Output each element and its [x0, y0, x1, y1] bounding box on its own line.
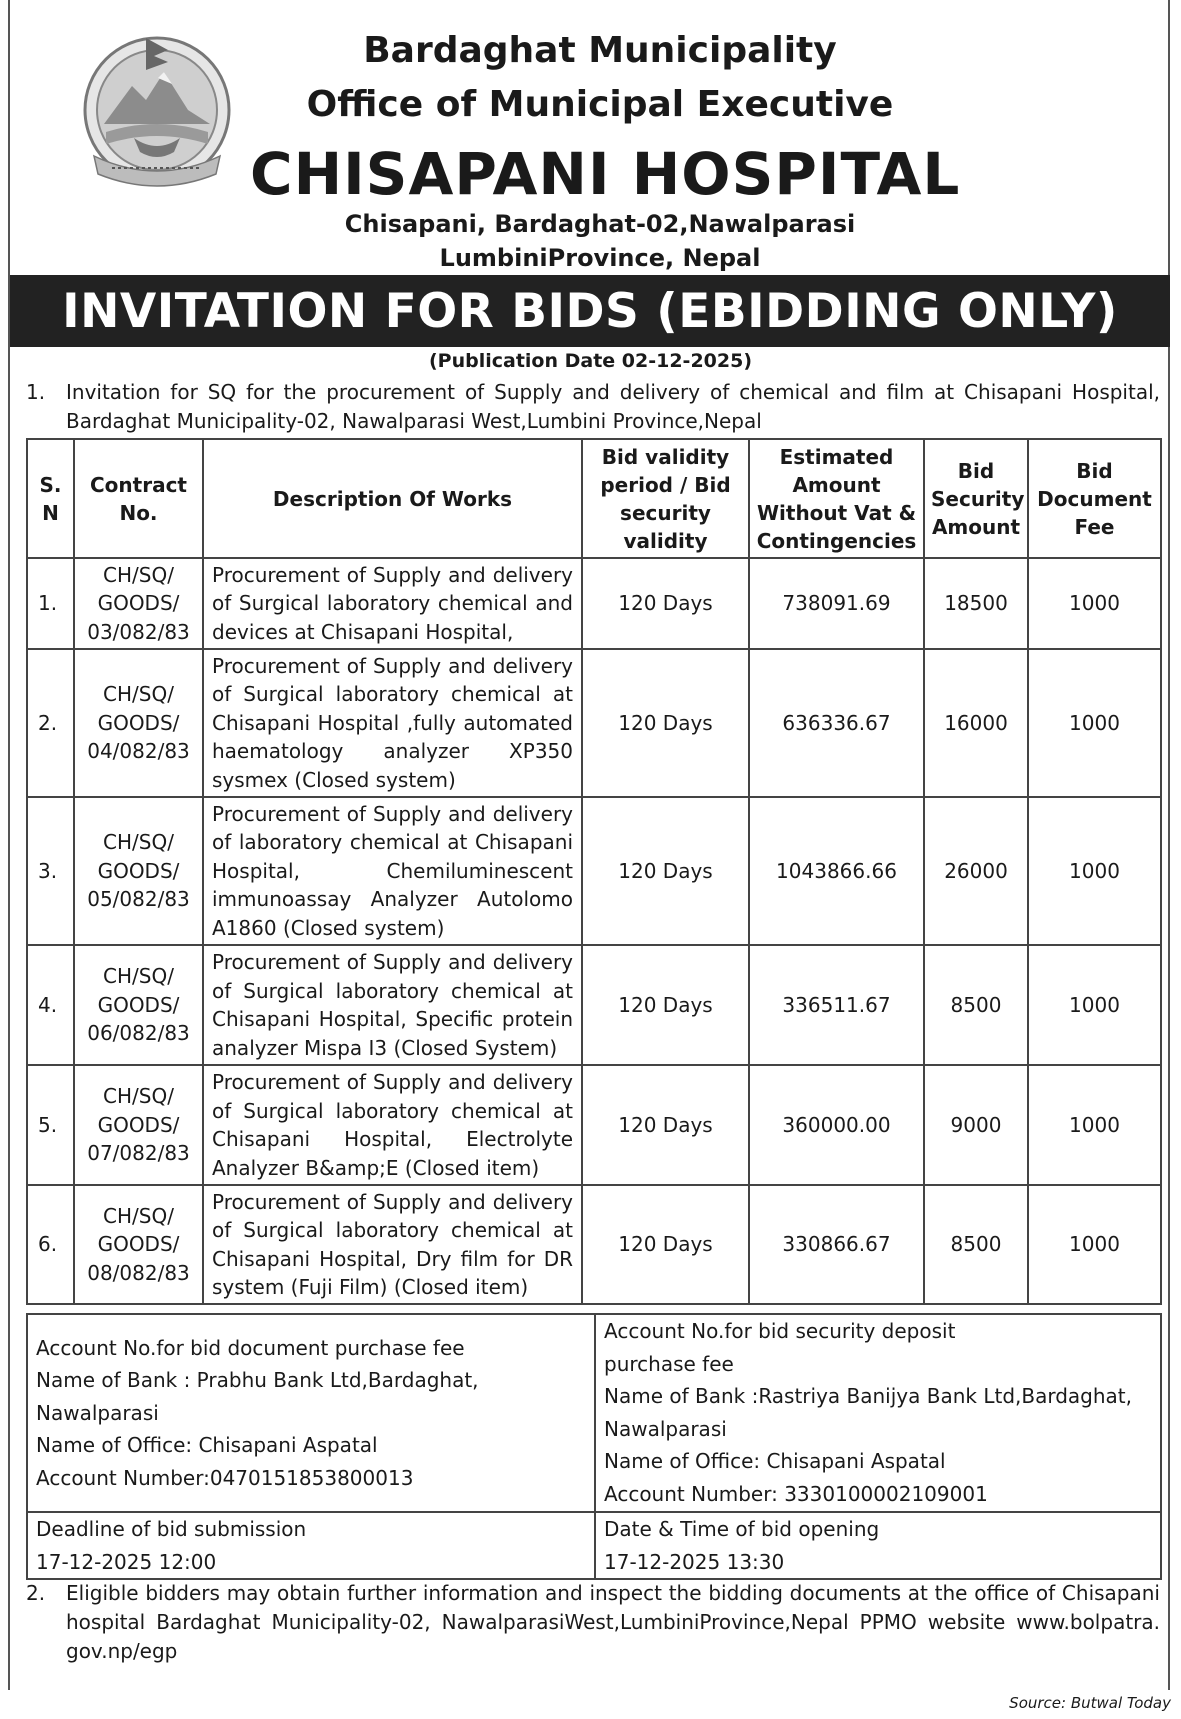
row-sn: 6.: [27, 1185, 74, 1304]
row-security: 9000: [924, 1065, 1028, 1185]
deadline-value: 17-12-2025 12:00: [36, 1549, 217, 1574]
row-amount: 738091.69: [749, 558, 924, 649]
note-number: 2.: [26, 1581, 46, 1605]
document-fee-office-name: Name of Office: Chisapani Aspatal: [36, 1433, 378, 1458]
row-sn: 1.: [27, 558, 74, 649]
row-validity: 120 Days: [582, 1185, 749, 1304]
row-fee: 1000: [1028, 649, 1161, 797]
header-sn: S. N: [27, 439, 74, 558]
table-row: [27, 649, 1161, 797]
security-bank-name-1: Name of Bank :Rastriya Banijya Bank Ltd,Bardaghat,: [604, 1384, 1132, 1408]
header-document-fee: Bid Document Fee: [1028, 439, 1161, 558]
row-security: 16000: [924, 649, 1028, 797]
row-description: Procurement of Supply and delivery of Surgical laboratory chemical at Chisapani Hospital, Dry film for DR system (Fuji Film) (Closed item): [203, 1185, 582, 1304]
row-validity: 120 Days: [582, 558, 749, 649]
row-fee: 1000: [1028, 797, 1161, 945]
row-security: 26000: [924, 797, 1028, 945]
row-sn: 3.: [27, 797, 74, 945]
nepal-government-emblem-icon: [76, 28, 238, 188]
row-description: Procurement of Supply and delivery of Surgical laboratory chemical at Chisapani Hospital ,fully automated haematology analyzer XP350 sysmex (Closed system): [203, 649, 582, 797]
address-line-2: LumbiniProvince, Nepal: [439, 244, 761, 272]
office-name: Office of Municipal Executive: [306, 84, 894, 125]
bid-table: [26, 438, 1162, 1305]
intro-paragraph: Invitation for SQ for the procurement of Supply and delivery of chemical and film at Chisapani Hospital, Bardaghat Municipality-02, Nawalparasi West,Lumbini Province,Nepal: [66, 380, 1160, 433]
row-security: 8500: [924, 1185, 1028, 1304]
table-row: [27, 1185, 1161, 1304]
table-row: [27, 797, 1161, 945]
row-amount: 360000.00: [749, 1065, 924, 1185]
row-security: 8500: [924, 945, 1028, 1065]
row-description: Procurement of Supply and delivery of laboratory chemical at Chisapani Hospital, Chemiluminescent immunoassay Analyzer Autolomo A1860 (Closed system): [203, 797, 582, 945]
row-amount: 336511.67: [749, 945, 924, 1065]
table-row: [27, 558, 1161, 649]
security-deposit-account: [595, 1314, 1161, 1512]
table-row: [27, 1065, 1161, 1185]
security-bank-name-2: Nawalparasi: [604, 1416, 727, 1441]
table-header-row: [27, 439, 1161, 558]
row-contract-no: CH/SQ/ GOODS/ 04/082/83: [74, 649, 203, 797]
opening-label: Date & Time of bid opening: [604, 1517, 880, 1541]
row-sn: 5.: [27, 1065, 74, 1185]
account-row: [27, 1314, 1161, 1512]
row-validity: 120 Days: [582, 649, 749, 797]
hospital-name: CHISAPANI HOSPITAL: [250, 140, 961, 208]
security-office-name: Name of Office: Chisapani Aspatal: [604, 1449, 946, 1473]
document-fee-account-number: Account Number:0470151853800013: [36, 1465, 414, 1490]
municipality-name: Bardaghat Municipality: [363, 30, 837, 71]
row-contract-no: CH/SQ/ GOODS/ 03/082/83: [74, 558, 203, 649]
security-account-title-1: Account No.for bid security deposit: [604, 1319, 956, 1343]
row-validity: 120 Days: [582, 945, 749, 1065]
row-description: Procurement of Supply and delivery of Surgical laboratory chemical at Chisapani Hospital, Specific protein analyzer Mispa I3 (Closed System): [203, 945, 582, 1065]
row-sn: 4.: [27, 945, 74, 1065]
intro-number: 1.: [26, 380, 46, 404]
document-fee-bank-name: Name of Bank : Prabhu Bank Ltd,Bardaghat, Nawalparasi: [36, 1368, 479, 1425]
table-row: [27, 945, 1161, 1065]
document-fee-account: [27, 1314, 595, 1512]
row-security: 18500: [924, 558, 1028, 649]
row-contract-no: CH/SQ/ GOODS/ 08/082/83: [74, 1185, 203, 1304]
header-bid-security: Bid Security Amount: [924, 439, 1028, 558]
row-fee: 1000: [1028, 1065, 1161, 1185]
document-fee-account-title: Account No.for bid document purchase fee: [36, 1335, 465, 1360]
deadline-label: Deadline of bid submission: [36, 1517, 307, 1541]
row-sn: 2.: [27, 649, 74, 797]
notice-title-banner: INVITATION FOR BIDS (EBIDDING ONLY): [10, 275, 1170, 347]
security-account-number: Account Number: 3330100002109001: [604, 1481, 988, 1506]
row-fee: 1000: [1028, 558, 1161, 649]
header-bid-validity: Bid validity period / Bid security validity: [582, 439, 749, 558]
note-paragraph: Eligible bidders may obtain further information and inspect the bidding documents at the office of Chisapani hospital Bardaghat Municipality-02, NawalparasiWest,LumbiniProvince,Nepal PPMO website www.bolpatra. gov.np/egp: [66, 1581, 1160, 1663]
header-description: Description Of Works: [203, 439, 582, 558]
row-validity: 120 Days: [582, 1065, 749, 1185]
row-amount: 330866.67: [749, 1185, 924, 1304]
row-validity: 120 Days: [582, 797, 749, 945]
row-fee: 1000: [1028, 1185, 1161, 1304]
opening-value: 17-12-2025 13:30: [604, 1549, 785, 1574]
security-account-title-2: purchase fee: [604, 1351, 734, 1376]
row-description: Procurement of Supply and delivery of Surgical laboratory chemical at Chisapani Hospital, Electrolyte Analyzer B&amp;E (Closed item): [203, 1065, 582, 1185]
row-contract-no: CH/SQ/ GOODS/ 06/082/83: [74, 945, 203, 1065]
header-estimated-amount: Estimated Amount Without Vat & Contingencies: [749, 439, 924, 558]
header-contract-no: Contract No.: [74, 439, 203, 558]
row-amount: 1043866.66: [749, 797, 924, 945]
row-description: Procurement of Supply and delivery of Surgical laboratory chemical and devices at Chisapani Hospital,: [203, 558, 582, 649]
row-amount: 636336.67: [749, 649, 924, 797]
bid-opening: [595, 1512, 1161, 1579]
account-details-table: [26, 1313, 1162, 1580]
row-fee: 1000: [1028, 945, 1161, 1065]
row-contract-no: CH/SQ/ GOODS/ 05/082/83: [74, 797, 203, 945]
submission-deadline: [27, 1512, 595, 1579]
row-contract-no: CH/SQ/ GOODS/ 07/082/83: [74, 1065, 203, 1185]
schedule-row: [27, 1512, 1161, 1579]
publication-date: (Publication Date 02-12-2025): [428, 350, 753, 372]
source-credit: Source: Butwal Today: [1009, 1694, 1171, 1712]
address-line-1: Chisapani, Bardaghat-02,Nawalparasi: [344, 210, 856, 238]
